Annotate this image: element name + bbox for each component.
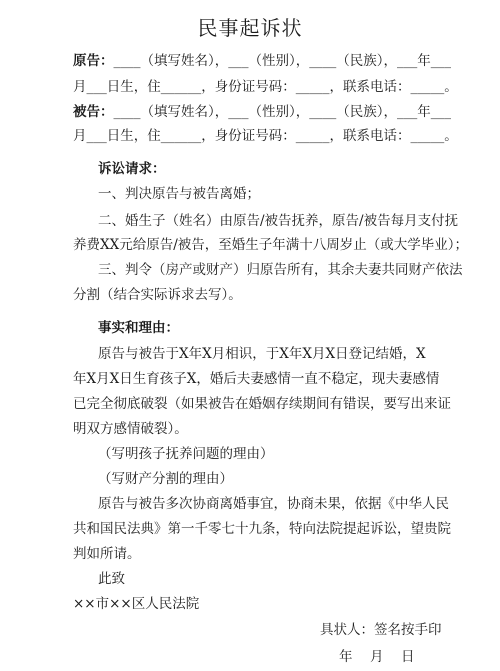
defendant-details-2: 月___日生，住______，身份证号码：_____，联系电话：_____。 xyxy=(73,128,458,144)
court-name: ××市××区人民法院 xyxy=(73,596,200,612)
salutation: 此致 xyxy=(98,571,125,587)
defendant-details-1: ____（填写姓名），___（性别），____（民族），___年___ xyxy=(113,104,451,120)
claim-line: 分割（结合实际诉求去写）。 xyxy=(73,287,242,303)
facts-line: （写明孩子抚养问题的理由） xyxy=(98,446,274,462)
facts-line: 年X月X日生育孩子X，婚后夫妻感情一直不稳定，现夫妻感情 xyxy=(73,371,440,387)
plaintiff-details-2: 月___日生，住______，身份证号码：_____，联系电话：_____。 xyxy=(73,79,458,95)
plaintiff-line-1 xyxy=(73,53,483,69)
facts-heading: 事实和理由： xyxy=(98,320,179,336)
document-title: 民事起诉状 xyxy=(197,16,303,40)
facts-line: 原告与被告于X年X月相识，于X年X月X日登记结婚，X xyxy=(98,346,426,362)
facts-line: 明双方感情破裂）。 xyxy=(73,421,188,437)
facts-line: 判如所请。 xyxy=(73,546,141,562)
signer-line: 具状人：签名按手印 xyxy=(320,622,442,638)
date-line: 年 月 日 xyxy=(339,649,417,665)
claim-line: 养费XX元给原告/被告，至婚生子年满十八周岁止（或大学毕业）； xyxy=(73,237,469,253)
plaintiff-label: 原告： xyxy=(73,53,114,69)
claim-line: 一、判决原告与被告离婚； xyxy=(98,186,260,202)
facts-line: 已完全彻底破裂（如果被告在婚姻存续期间有错误，要写出来证 xyxy=(73,396,451,412)
facts-line: 共和国民法典》第一千零七十九条，特向法院提起诉讼，望贵院 xyxy=(73,521,451,537)
claim-line: 二、婚生子（姓名）由原告/被告抚养，原告/被告每月支付抚 xyxy=(98,213,459,229)
defendant-label: 被告： xyxy=(73,104,114,120)
facts-line: （写财产分割的理由） xyxy=(98,471,233,487)
claims-heading: 诉讼请求： xyxy=(98,161,166,177)
defendant-line-1 xyxy=(73,104,483,120)
claim-line: 三、判令（房产或财产）归原告所有，其余夫妻共同财产依法 xyxy=(98,262,463,278)
facts-line: 原告与被告多次协商离婚事宜，协商未果，依据《中华人民 xyxy=(98,496,449,512)
plaintiff-details-1: ____（填写姓名），___（性别），____（民族），___年___ xyxy=(113,53,451,69)
